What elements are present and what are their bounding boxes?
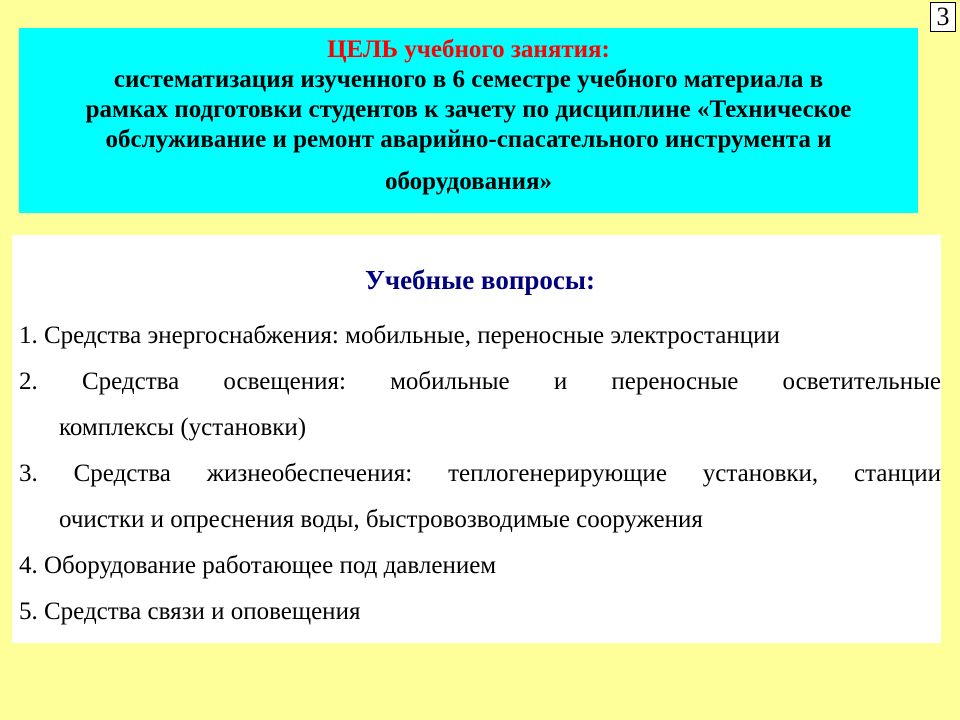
question-text: 1. Средства энергоснабжения: мобильные, переносные электростанции — [19, 322, 780, 349]
question-text: 3. Средства жизнеобеспечения: теплогенерирующие установки, станции — [19, 460, 941, 487]
goal-line: оборудования» — [384, 168, 553, 195]
question-text-continued: очистки и опреснения воды, быстровозводимые сооружения — [59, 506, 703, 533]
question-text: 5. Средства связи и оповещения — [19, 598, 361, 625]
question-item — [19, 359, 941, 451]
question-item — [19, 451, 941, 543]
goal-line: обслуживание и ремонт аварийно-спасательного инструмента и — [105, 126, 832, 153]
questions-title: Учебные вопросы: — [365, 265, 595, 295]
question-item — [19, 589, 941, 635]
question-item — [19, 543, 941, 589]
questions-box — [12, 235, 941, 643]
slide-number: 3 — [930, 2, 956, 32]
goal-line: рамках подготовки студентов к зачету по дисциплине «Техническое — [85, 96, 852, 123]
question-text: 2. Средства освещения: мобильные и переносные осветительные — [19, 368, 941, 395]
goal-box — [19, 28, 918, 213]
goal-heading: ЦЕЛЬ учебного занятия: — [327, 36, 610, 63]
goal-line: систематизация изученного в 6 семестре учебного материала в — [113, 66, 824, 93]
question-text: 4. Оборудование работающее под давлением — [19, 552, 497, 579]
question-item — [19, 313, 941, 359]
question-text-continued: комплексы (установки) — [59, 414, 307, 441]
questions-list — [19, 313, 941, 635]
